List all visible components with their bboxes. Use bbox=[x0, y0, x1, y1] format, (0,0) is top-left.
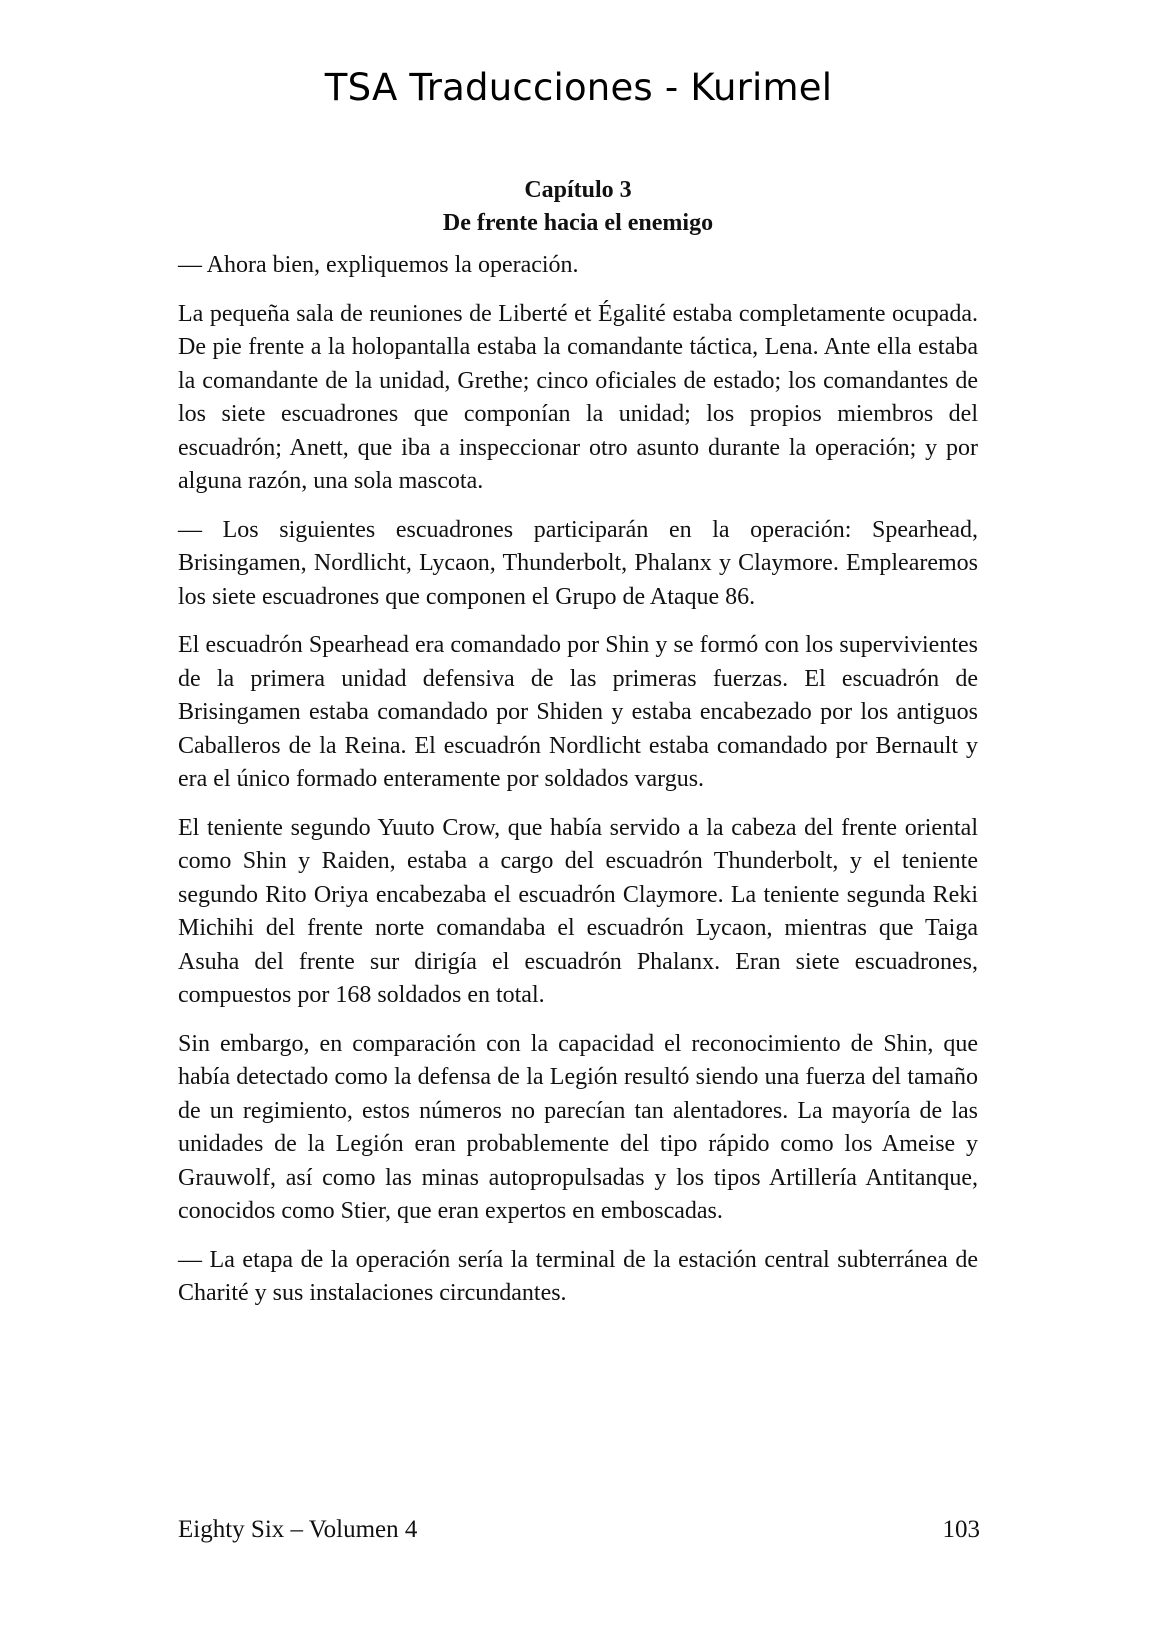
paragraph: — Ahora bien, expliquemos la operación. bbox=[178, 252, 579, 278]
chapter-title: De frente hacia el enemigo bbox=[442, 210, 714, 236]
footer-page-number: 103 bbox=[942, 1516, 980, 1543]
paragraph: La pequeña sala de reuniones de Liberté et Égalité estaba completamente ocupada. De pie frente a la holopantalla estaba la comandante táctica, Lena. Ante ella estaba la comandante de la unidad, Grethe; cinco oficiales de estado; los comandantes de los siete escuadrones que componían la unidad; los propios miembros del escuadrón; Anett, que iba a inspeccionar otro asunto durante la operación; y por alguna razón, una sola mascota. bbox=[178, 300, 978, 494]
paragraph: — La etapa de la operación sería la terminal de la estación central subterránea de Charité y sus instalaciones circundantes. bbox=[178, 1246, 978, 1306]
paragraph: El escuadrón Spearhead era comandado por Shin y se formó con los supervivientes de la primera unidad defensiva de las primeras fuerzas. El escuadrón de Brisingamen estaba comandado por Shiden y estaba encabezado por los antiguos Caballeros de la Reina. El escuadrón Nordlicht estaba comandado por Bernault y era el único formado enteramente por soldados vargus. bbox=[178, 632, 978, 792]
page-header-title: TSA Traducciones - Kurimel bbox=[324, 66, 833, 109]
chapter-number: Capítulo 3 bbox=[524, 177, 632, 203]
paragraph: Sin embargo, en comparación con la capacidad el reconocimiento de Shin, que había detectado como la defensa de la Legión resultó siendo una fuerza del tamaño de un regimiento, estos números no parecían tan alentadores. La mayoría de las unidades de la Legión eran probablemente del tipo rápido como los Ameise y Grauwolf, así como las minas autopropulsadas y los tipos Artillería Antitanque, conocidos como Stier, que eran expertos en emboscadas. bbox=[178, 1030, 978, 1224]
paragraph: El teniente segundo Yuuto Crow, que había servido a la cabeza del frente oriental como Shin y Raiden, estaba a cargo del escuadrón Thunderbolt, y el teniente segundo Rito Oriya encabezaba el escuadrón Claymore. La teniente segunda Reki Michihi del frente norte comandaba el escuadrón Lycaon, mientras que Taiga Asuha del frente sur dirigía el escuadrón Phalanx. Eran siete escuadrones, compuestos por 168 soldados en total. bbox=[178, 814, 978, 1008]
page-body bbox=[178, 174, 978, 1326]
paragraph: — Los siguientes escuadrones participarán en la operación: Spearhead, Brisingamen, Nordlicht, Lycaon, Thunderbolt, Phalanx y Claymore. Emplearemos los siete escuadrones que componen el Grupo de Ataque 86. bbox=[178, 516, 978, 610]
chapter-heading bbox=[178, 174, 978, 240]
footer-book-title: Eighty Six – Volumen 4 bbox=[178, 1516, 418, 1543]
